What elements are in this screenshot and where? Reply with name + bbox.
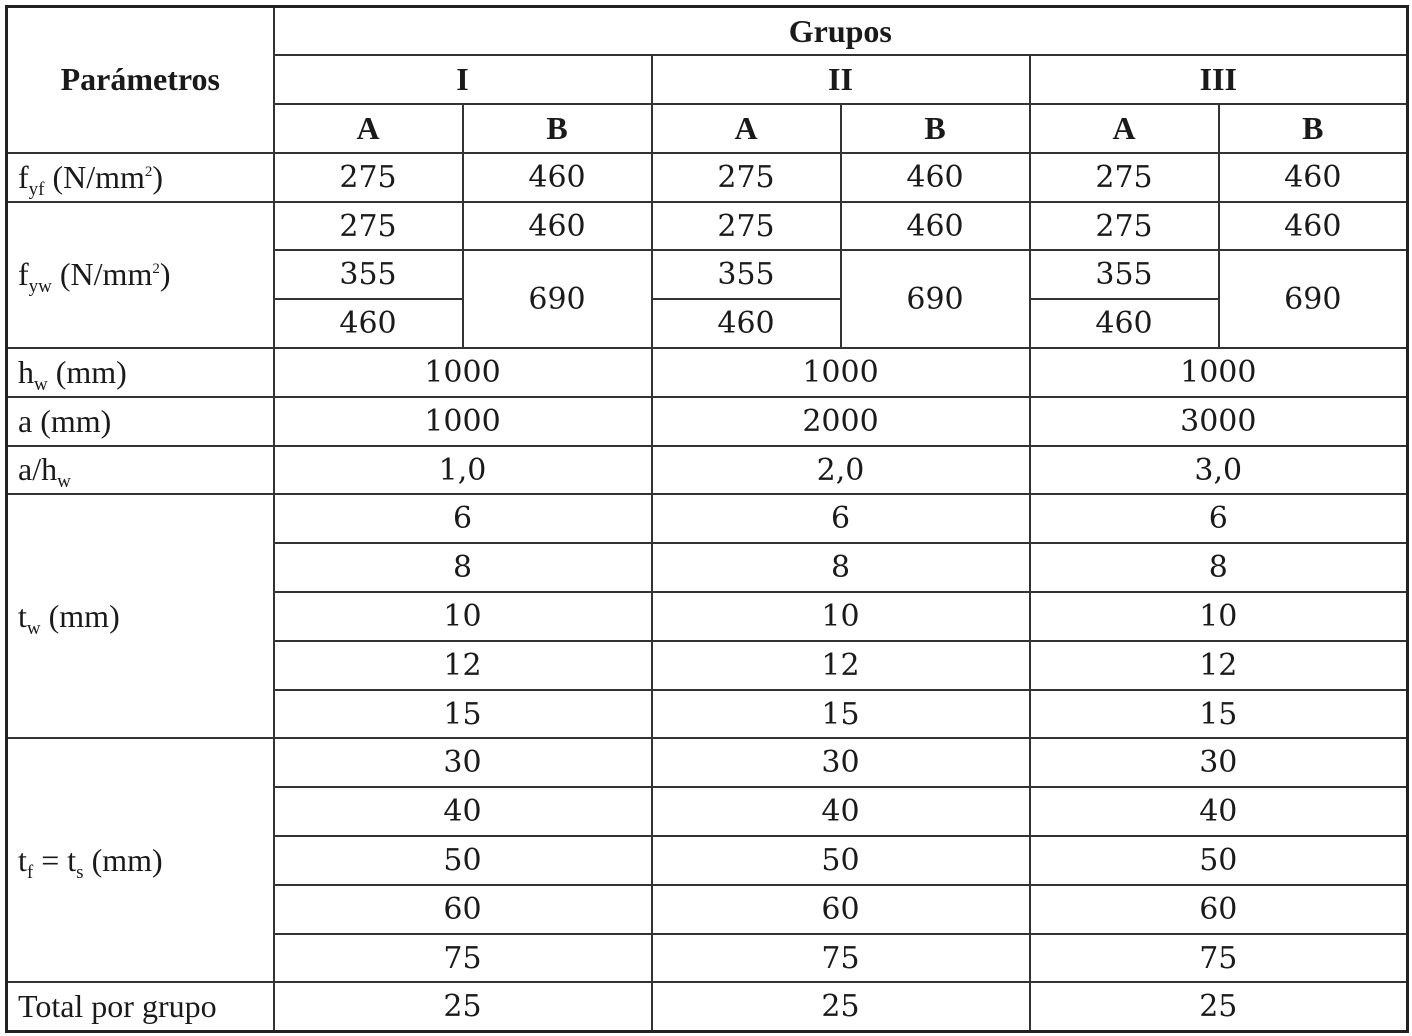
table-cell: 12 [652, 641, 1030, 690]
fyw-label: $f_{yw}$ $(N/mm^2)$ [7, 202, 274, 348]
table-cell: 6 [652, 494, 1030, 543]
table-row [7, 202, 1408, 251]
table-row [7, 397, 1408, 446]
table-cell: 275 [274, 153, 463, 202]
table-cell: 275 [652, 153, 841, 202]
table-cell: 355 [652, 250, 841, 299]
table-cell: 10 [652, 592, 1030, 641]
table-cell: 50 [652, 836, 1030, 885]
tw-label: $t_w$ (mm) [7, 494, 274, 738]
table-cell: 60 [652, 885, 1030, 934]
table-cell: 10 [1030, 592, 1408, 641]
subgroup-header-ii-b: B [841, 104, 1030, 153]
table-cell: 460 [1219, 153, 1408, 202]
table-cell: 40 [274, 787, 652, 836]
parameters-table [5, 5, 1409, 1033]
table-row [7, 982, 1408, 1031]
table-cell: 275 [1030, 153, 1219, 202]
table-cell: 3000 [1030, 397, 1408, 446]
table-cell: 6 [1030, 494, 1408, 543]
table-cell: 50 [274, 836, 652, 885]
table-cell: 25 [652, 982, 1030, 1031]
table-cell: 40 [1030, 787, 1408, 836]
table-cell: 460 [463, 153, 652, 202]
total-label: Total por grupo [7, 982, 274, 1031]
table-cell: 2,0 [652, 446, 1030, 495]
group-header-ii: II [652, 55, 1030, 104]
table-cell: 12 [274, 641, 652, 690]
subgroup-header-iii-a: A [1030, 104, 1219, 153]
table-cell: 275 [274, 202, 463, 251]
group-header-i: I [274, 55, 652, 104]
table-cell: 460 [1219, 202, 1408, 251]
table-cell: 460 [1030, 299, 1219, 348]
table-row [7, 446, 1408, 495]
table-cell: 275 [1030, 202, 1219, 251]
table-cell: 6 [274, 494, 652, 543]
table-cell: 690 [463, 250, 652, 348]
table-cell: 15 [274, 690, 652, 739]
table-cell: 1000 [652, 348, 1030, 397]
subgroup-header-i-b: B [463, 104, 652, 153]
table-cell: 690 [841, 250, 1030, 348]
table-cell: 1,0 [274, 446, 652, 495]
table-cell: 8 [274, 543, 652, 592]
table-cell: 2000 [652, 397, 1030, 446]
parameters-header: Parámetros [7, 7, 274, 153]
table-row [7, 348, 1408, 397]
fyf-label: $f_{yf}$ $(N/mm^2)$ [7, 153, 274, 202]
table-cell: 8 [1030, 543, 1408, 592]
table-cell: 60 [1030, 885, 1408, 934]
tf-ts-label: $t_f = t_s$ (mm) [7, 738, 274, 982]
table-cell: 1000 [274, 348, 652, 397]
table-cell: 3,0 [1030, 446, 1408, 495]
table-cell: 355 [1030, 250, 1219, 299]
table-cell: 8 [652, 543, 1030, 592]
table-cell: 15 [1030, 690, 1408, 739]
table-cell: 30 [652, 738, 1030, 787]
a-label: a (mm) [7, 397, 274, 446]
table-cell: 25 [274, 982, 652, 1031]
table-cell: 75 [274, 934, 652, 983]
table-cell: 40 [652, 787, 1030, 836]
hw-label: $h_w$ (mm) [7, 348, 274, 397]
table-cell: 60 [274, 885, 652, 934]
subgroup-header-i-a: A [274, 104, 463, 153]
table-cell: 460 [841, 153, 1030, 202]
table-cell: 75 [652, 934, 1030, 983]
table-cell: 25 [1030, 982, 1408, 1031]
table-cell: 30 [274, 738, 652, 787]
table-cell: 15 [652, 690, 1030, 739]
groups-header: Grupos [274, 7, 1408, 56]
table-cell: 30 [1030, 738, 1408, 787]
table-cell: 460 [841, 202, 1030, 251]
table-cell: 75 [1030, 934, 1408, 983]
table-cell: 690 [1219, 250, 1408, 348]
table-cell: 460 [274, 299, 463, 348]
table-row [7, 153, 1408, 202]
a-hw-label: $a/h_w$ [7, 446, 274, 495]
table-row [7, 494, 1408, 543]
table-cell: 1000 [274, 397, 652, 446]
table-cell: 10 [274, 592, 652, 641]
table-cell: 1000 [1030, 348, 1408, 397]
table-cell: 50 [1030, 836, 1408, 885]
table-cell: 460 [652, 299, 841, 348]
subgroup-header-ii-a: A [652, 104, 841, 153]
subgroup-header-iii-b: B [1219, 104, 1408, 153]
table-cell: 355 [274, 250, 463, 299]
table-cell: 460 [463, 202, 652, 251]
table-row [7, 738, 1408, 787]
group-header-iii: III [1030, 55, 1408, 104]
table-cell: 12 [1030, 641, 1408, 690]
table-cell: 275 [652, 202, 841, 251]
